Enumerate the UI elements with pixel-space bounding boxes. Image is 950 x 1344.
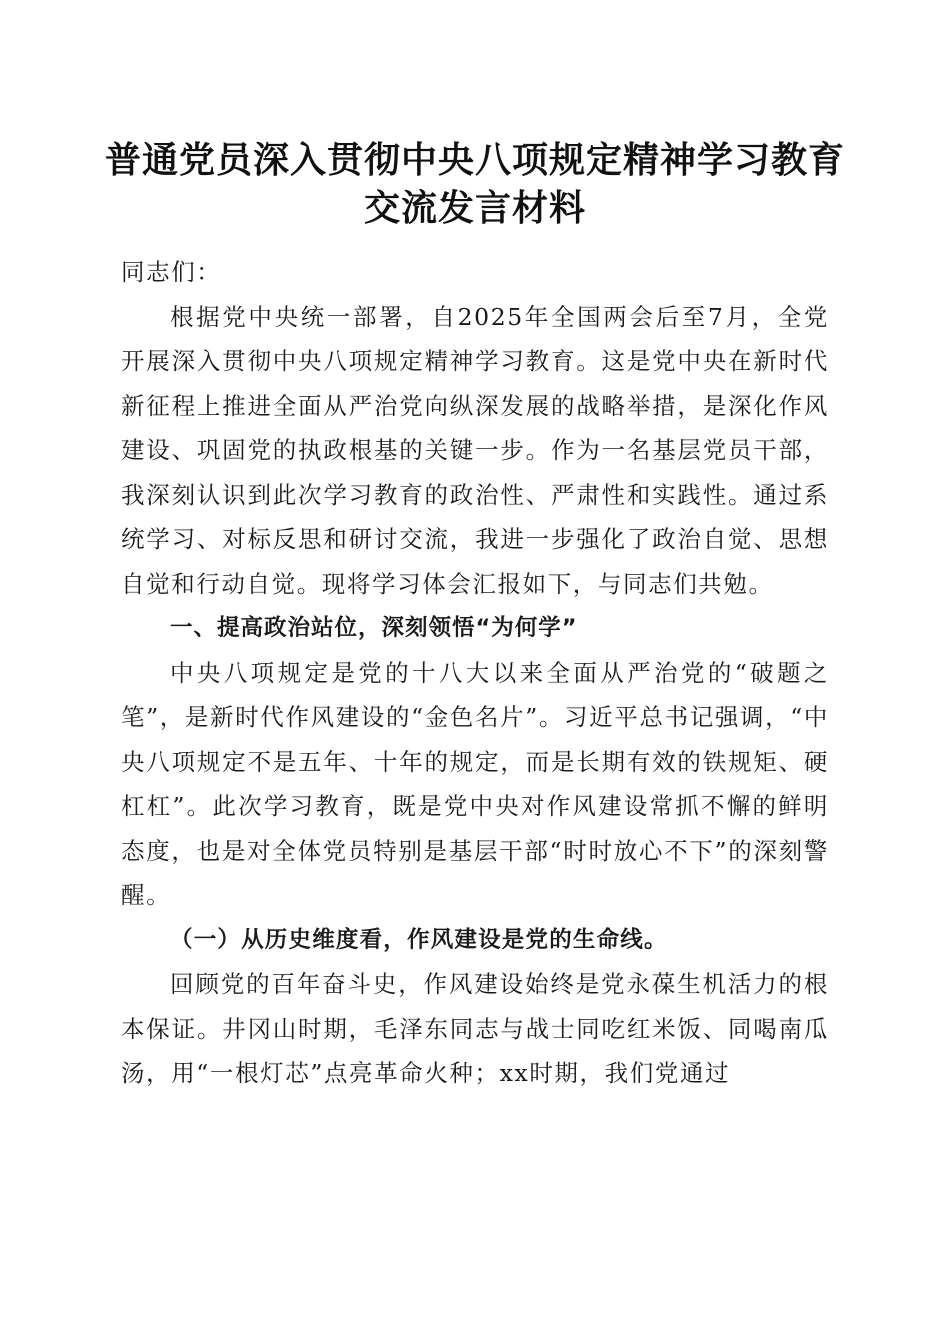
salutation: 同志们： bbox=[121, 258, 222, 286]
subsection-1-paragraph: 回顾党的百年奋斗史，作风建设始终是党永葆生机活力的根本保证。井冈山时期，毛泽东同志与战士同吃红米饭、同喝南瓜汤，用“一根灯芯”点亮革命火种；xx时期，我们党通过 bbox=[121, 970, 829, 1087]
intro-paragraph: 根据党中央统一部署，自2025年全国两会后至7月，全党开展深入贯彻中央八项规定精神学习教育。这是党中央在新时代新征程上推进全面从严治党向纵深发展的战略举措，是深化作风建设、巩固党的执政根基的关键一步。作为一名基层党员干部，我深刻认识到此次学习教育的政治性、严肃性和实践性。通过系统学习、对标反思和研讨交流，我进一步强化了政治自觉、思想自觉和行动自觉。现将学习体会汇报如下，与同志们共勉。 bbox=[121, 302, 829, 598]
document-title-line-1: 普通党员深入贯彻中央八项规定精神学习教育 bbox=[104, 139, 845, 181]
document-title-line-2: 交流发言材料 bbox=[363, 187, 586, 229]
document-body bbox=[121, 250, 829, 1096]
subsection-heading-1: （一）从历史维度看，作风建设是党的生命线。 bbox=[170, 926, 668, 953]
section-heading-1: 一、提高政治站位，深刻领悟“为何学” bbox=[170, 615, 578, 641]
section-1-paragraph: 中央八项规定是党的十八大以来全面从严治党的“破题之笔”，是新时代作风建设的“金色名片”。习近平总书记强调，“中央八项规定不是五年、十年的规定，而是长期有效的铁规矩、硬杠杠”。此次学习教育，既是党中央对作风建设常抓不懈的鲜明态度，也是对全体党员特别是基层干部“时时放心不下”的深刻警醒。 bbox=[121, 658, 829, 909]
